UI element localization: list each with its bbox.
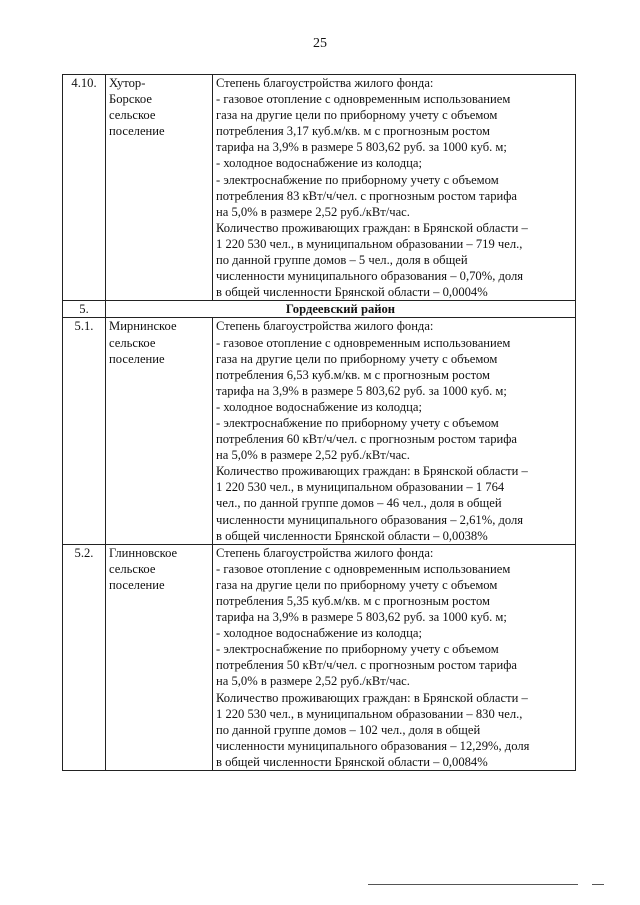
name-line: Борское <box>109 92 152 107</box>
name-line: Хутор- <box>109 76 146 90</box>
desc-line: тарифа на 3,9% в размере 5 803,62 руб. за 1000 куб. м; <box>216 610 507 625</box>
desc-line: - холодное водоснабжение из колодца; <box>216 399 422 414</box>
desc-line: потребления 60 кВт/ч/чел. с прогнозным ростом тарифа <box>216 432 518 447</box>
desc-line: потребления 50 кВт/ч/чел. с прогнозным ростом тарифа <box>216 658 518 673</box>
desc-line: Количество проживающих граждан: в Брянской области – <box>216 690 528 705</box>
name-line: Мирнинское <box>109 319 177 334</box>
desc-line: Степень благоустройства жилого фонда: <box>216 319 434 334</box>
page-number: 25 <box>313 36 327 51</box>
name-line: сельское <box>109 335 156 350</box>
desc-line: - холодное водоснабжение из колодца; <box>216 156 422 171</box>
name-line: сельское <box>109 561 156 576</box>
desc-line: в общей численности Брянской области – 0,0084% <box>216 754 488 769</box>
desc-line: в общей численности Брянской области – 0,0038% <box>216 528 488 543</box>
table-row <box>63 75 576 301</box>
settlement-description <box>213 75 576 301</box>
settlement-name <box>106 75 213 301</box>
desc-line: на 5,0% в размере 2,52 руб./кВт/час. <box>216 204 410 219</box>
desc-line: потребления 3,17 куб.м/кв. м с прогнозным ростом <box>216 124 490 139</box>
desc-line: газа на другие цели по приборному учету с объемом <box>216 108 498 123</box>
desc-line: 1 220 530 чел., в муниципальном образовании – 830 чел., <box>216 706 523 721</box>
footer-dash <box>592 884 604 885</box>
desc-line: потребления 5,35 куб.м/кв. м с прогнозным ростом <box>216 594 490 608</box>
desc-line: численности муниципального образования – 2,61%, доля <box>216 512 524 527</box>
settlement-table <box>62 74 576 771</box>
desc-line: - газовое отопление с одновременным использованием <box>216 561 511 576</box>
region-title: Гордеевский район <box>106 301 576 318</box>
desc-line: 1 220 530 чел., в муниципальном образовании – 719 чел., <box>216 236 523 251</box>
settlement-description <box>213 544 576 770</box>
desc-line: тарифа на 3,9% в размере 5 803,62 руб. за 1000 куб. м; <box>216 383 507 398</box>
desc-line: потребления 6,53 куб.м/кв. м с прогнозным ростом <box>216 367 490 382</box>
footer-rule <box>368 884 578 885</box>
desc-line: газа на другие цели по приборному учету с объемом <box>216 577 498 592</box>
name-line: поселение <box>109 124 165 139</box>
desc-line: чел., по данной группе домов – 46 чел., доля в общей <box>216 496 502 511</box>
desc-line: газа на другие цели по приборному учету с объемом <box>216 351 498 366</box>
name-line: поселение <box>109 577 165 592</box>
desc-line: Степень благоустройства жилого фонда: <box>216 76 434 90</box>
desc-line: в общей численности Брянской области – 0,0004% <box>216 285 488 300</box>
desc-line: на 5,0% в размере 2,52 руб./кВт/час. <box>216 674 410 689</box>
name-line: сельское <box>109 108 156 123</box>
settlement-description <box>213 318 576 544</box>
name-line: Глинновское <box>109 545 178 560</box>
desc-line: потребления 83 кВт/ч/чел. с прогнозным ростом тарифа <box>216 188 518 203</box>
desc-line: - газовое отопление с одновременным использованием <box>216 335 511 350</box>
desc-line: по данной группе домов – 5 чел., доля в общей <box>216 253 468 268</box>
desc-line: - электроснабжение по приборному учету с объемом <box>216 642 499 657</box>
desc-line: - холодное водоснабжение из колодца; <box>216 626 422 641</box>
name-line: поселение <box>109 351 165 366</box>
desc-line: численности муниципального образования – 0,70%, доля <box>216 269 524 284</box>
settlement-name <box>106 318 213 544</box>
desc-line: - электроснабжение по приборному учету с объемом <box>216 172 499 187</box>
desc-line: Степень благоустройства жилого фонда: <box>216 545 434 560</box>
table-row <box>63 544 576 770</box>
row-number: 4.10. <box>63 75 106 301</box>
row-number: 5.1. <box>63 318 106 544</box>
settlement-name <box>106 544 213 770</box>
region-row <box>63 301 576 318</box>
region-number: 5. <box>63 301 106 318</box>
desc-line: численности муниципального образования – 12,29%, доля <box>216 738 530 753</box>
desc-line: Количество проживающих граждан: в Брянской области – <box>216 464 528 479</box>
desc-line: по данной группе домов – 102 чел., доля в общей <box>216 722 481 737</box>
desc-line: - газовое отопление с одновременным использованием <box>216 92 511 107</box>
table-row <box>63 318 576 544</box>
row-number: 5.2. <box>63 544 106 770</box>
desc-line: тарифа на 3,9% в размере 5 803,62 руб. за 1000 куб. м; <box>216 140 507 155</box>
desc-line: 1 220 530 чел., в муниципальном образовании – 1 764 <box>216 480 505 495</box>
desc-line: - электроснабжение по приборному учету с объемом <box>216 415 499 430</box>
desc-line: Количество проживающих граждан: в Брянской области – <box>216 220 528 235</box>
desc-line: на 5,0% в размере 2,52 руб./кВт/час. <box>216 448 410 463</box>
